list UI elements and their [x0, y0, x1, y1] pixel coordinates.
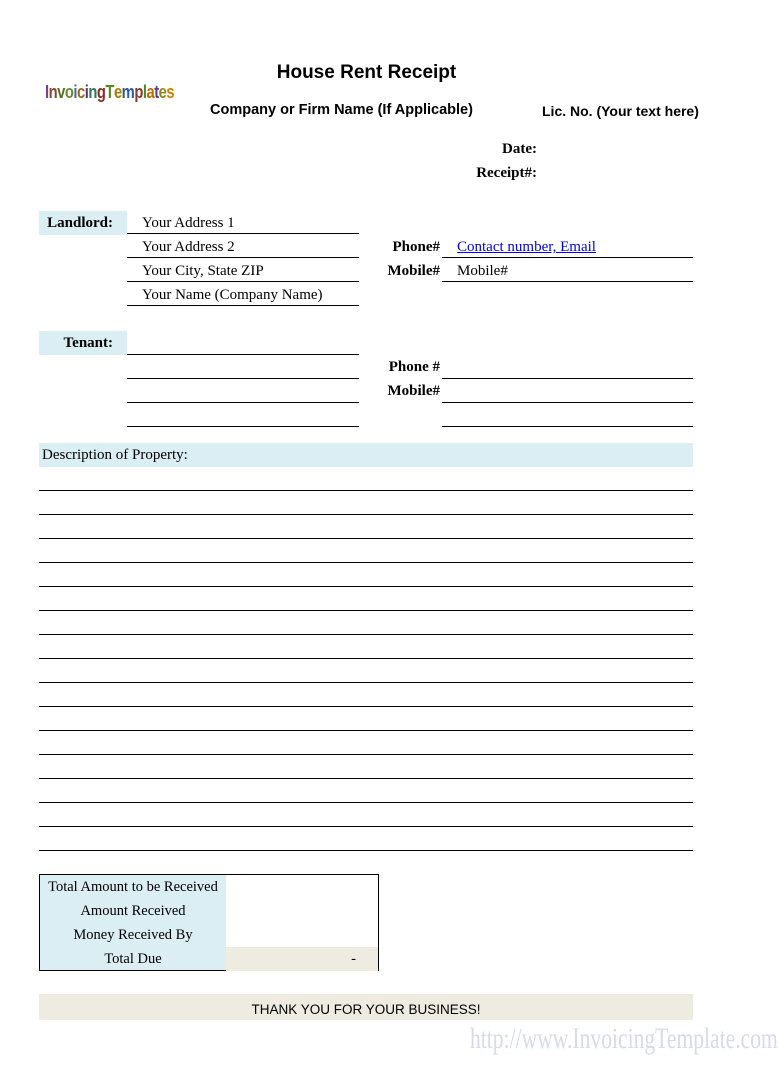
- amount-received-label: Amount Received: [80, 903, 186, 919]
- landlord-phone-label: Phone#: [392, 239, 440, 255]
- contact-link[interactable]: Contact number, Email: [457, 239, 596, 255]
- description-line[interactable]: [39, 610, 693, 611]
- totals-labels: [40, 875, 226, 970]
- date-label: Date:: [502, 141, 537, 157]
- totals-values: [226, 875, 378, 970]
- description-line[interactable]: [39, 682, 693, 683]
- description-line[interactable]: [39, 514, 693, 515]
- website-watermark: http://www.InvoicingTemplate.com: [470, 1022, 778, 1055]
- landlord-mobile-field[interactable]: Mobile#: [442, 259, 693, 282]
- landlord-name-field[interactable]: Your Name (Company Name): [127, 283, 359, 306]
- landlord-address2-field[interactable]: Your Address 2: [127, 235, 359, 258]
- tenant-phone-field[interactable]: [442, 355, 693, 379]
- landlord-city-field[interactable]: Your City, State ZIP: [127, 259, 359, 282]
- total-amount-value[interactable]: [226, 875, 378, 899]
- tenant-phone-label: Phone #: [388, 359, 440, 375]
- tenant-label: Tenant:: [39, 331, 127, 355]
- landlord-mobile-label: Mobile#: [387, 263, 440, 279]
- description-line[interactable]: [39, 634, 693, 635]
- company-name: Company or Firm Name (If Applicable): [210, 102, 473, 118]
- description-line[interactable]: [39, 850, 693, 851]
- document-title: House Rent Receipt: [276, 62, 457, 83]
- total-amount-label: Total Amount to be Received: [48, 879, 218, 895]
- description-line[interactable]: [39, 586, 693, 587]
- description-line[interactable]: [39, 706, 693, 707]
- invoicing-templates-logo: InvoicingTemplates: [45, 82, 175, 102]
- money-received-by-label: Money Received By: [73, 927, 193, 943]
- description-line[interactable]: [39, 778, 693, 779]
- description-line[interactable]: [39, 802, 693, 803]
- description-line[interactable]: [39, 730, 693, 731]
- total-due-value: -: [226, 947, 378, 971]
- landlord-phone-field[interactable]: [442, 235, 693, 258]
- tenant-line-3[interactable]: [127, 379, 359, 403]
- description-line[interactable]: [39, 562, 693, 563]
- tenant-mobile-label: Mobile#: [387, 383, 440, 399]
- tenant-line-2[interactable]: [127, 355, 359, 379]
- totals-table: [39, 874, 379, 971]
- description-line[interactable]: [39, 538, 693, 539]
- description-line[interactable]: [39, 490, 693, 491]
- description-line[interactable]: [39, 826, 693, 827]
- landlord-label: Landlord:: [39, 211, 127, 235]
- description-line[interactable]: [39, 658, 693, 659]
- tenant-mobile-field[interactable]: [442, 379, 693, 403]
- tenant-line-1[interactable]: [127, 331, 359, 355]
- tenant-line-4[interactable]: [127, 403, 359, 427]
- tenant-extra-field[interactable]: [442, 403, 693, 427]
- total-due-label: Total Due: [104, 951, 162, 967]
- landlord-address1-field[interactable]: Your Address 1: [127, 211, 359, 234]
- amount-received-value[interactable]: [226, 899, 378, 923]
- thank-you-banner: THANK YOU FOR YOUR BUSINESS!: [39, 994, 693, 1020]
- description-line[interactable]: [39, 754, 693, 755]
- money-received-by-value[interactable]: [226, 923, 378, 947]
- receipt-number-label: Receipt#:: [476, 165, 537, 181]
- description-header: Description of Property:: [39, 443, 693, 467]
- license-number: Lic. No. (Your text here): [542, 103, 699, 119]
